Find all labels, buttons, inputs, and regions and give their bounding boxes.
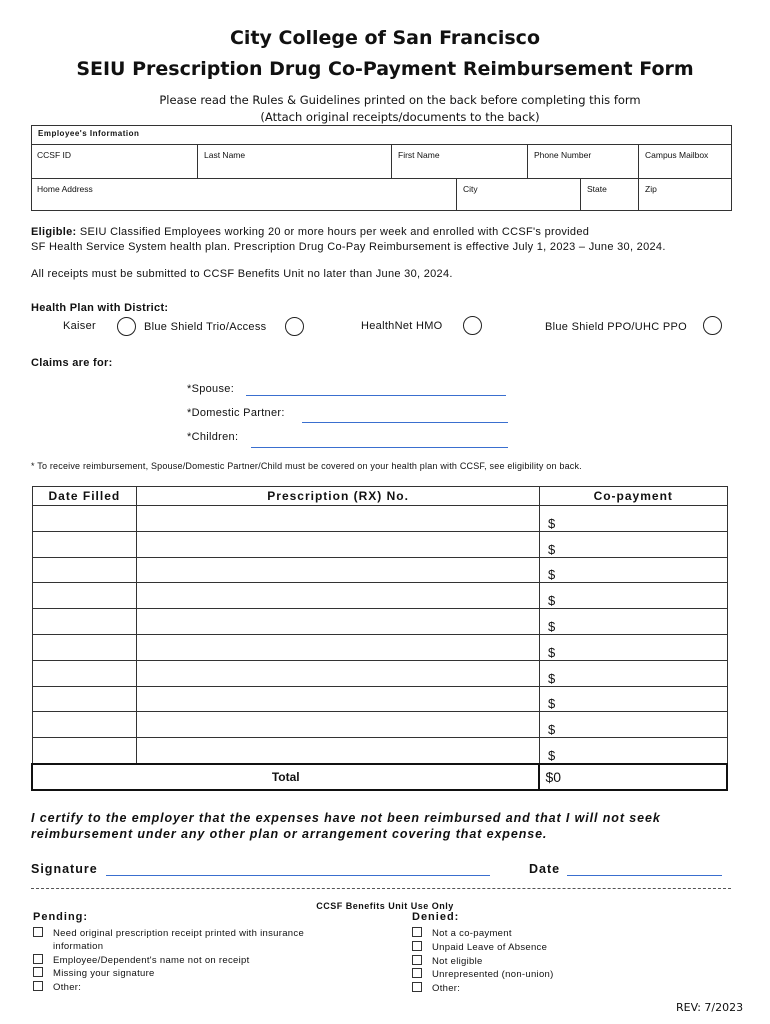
signature-label: Signature [31, 862, 98, 876]
phone-number-field[interactable]: Phone Number [527, 145, 638, 178]
checkbox-icon[interactable] [412, 927, 422, 937]
copayment-cell[interactable]: $ [539, 506, 727, 532]
pending-item-label: Employee/Dependent's name not on receipt [53, 954, 250, 966]
rx-number-cell[interactable] [137, 660, 540, 686]
signature-input[interactable] [106, 875, 490, 876]
blue-shield-ppo-radio[interactable] [703, 316, 722, 335]
pending-list [33, 927, 304, 995]
blue-shield-trio-radio[interactable] [285, 317, 304, 336]
total-row [32, 764, 727, 790]
date-filled-cell[interactable] [32, 583, 137, 609]
copayment-cell[interactable]: $ [539, 583, 727, 609]
pending-item[interactable] [33, 967, 304, 981]
zip-field[interactable]: Zip [638, 179, 732, 211]
table-row [32, 583, 727, 609]
children-label: *Children: [187, 431, 239, 443]
home-address-field[interactable]: Home Address [37, 184, 93, 194]
pending-item-continued: information [53, 940, 104, 952]
claims-for-label: Claims are for: [31, 357, 113, 369]
form-title: SEIU Prescription Drug Co-Payment Reimbursement Form [76, 58, 694, 80]
certification-text: I certify to the employer that the expenses have not been reimbursed and that I will not seek reimbursement under any other plan or arrangement covering that expense. [31, 811, 661, 841]
table-row [32, 738, 727, 764]
table-row [32, 712, 727, 738]
children-input[interactable] [251, 447, 508, 448]
date-input[interactable] [567, 875, 722, 876]
attach-instruction: (Attach original receipts/documents to the back) [260, 110, 540, 124]
claims-table-header [32, 487, 727, 506]
rx-number-cell[interactable] [137, 712, 540, 738]
denied-item-label: Unrepresented (non-union) [432, 969, 554, 981]
eligible-label: Eligible: [31, 226, 77, 238]
rx-number-cell[interactable] [137, 557, 540, 583]
rx-number-cell[interactable] [137, 531, 540, 557]
table-row [32, 506, 727, 532]
denied-item[interactable] [412, 927, 554, 941]
healthnet-label: HealthNet HMO [361, 320, 443, 332]
office-use-heading: CCSF Benefits Unit Use Only [316, 901, 454, 911]
checkbox-icon[interactable] [412, 982, 422, 992]
checkbox-icon[interactable] [412, 955, 422, 965]
rx-number-cell[interactable] [137, 506, 540, 532]
table-row [32, 686, 727, 712]
pending-item[interactable] [33, 981, 304, 995]
denied-item-label: Unpaid Leave of Absence [432, 941, 548, 953]
copayment-cell[interactable]: $ [539, 531, 727, 557]
denied-item-label: Not eligible [432, 955, 483, 967]
copayment-cell[interactable]: $ [539, 660, 727, 686]
denied-item[interactable] [412, 982, 554, 996]
pending-item-label: Need original prescription receipt printed with insurance [53, 928, 305, 939]
copayment-cell[interactable]: $ [539, 634, 727, 660]
kaiser-radio[interactable] [117, 317, 136, 336]
rx-number-cell[interactable] [137, 738, 540, 764]
date-filled-cell[interactable] [32, 531, 137, 557]
blue-shield-ppo-label: Blue Shield PPO/UHC PPO [545, 321, 688, 333]
coverage-note: * To receive reimbursement, Spouse/Domestic Partner/Child must be covered on your health plan with CCSF, see eligibility on back. [31, 461, 582, 471]
table-row [32, 660, 727, 686]
pending-label: Pending: [33, 911, 89, 923]
table-row [32, 609, 727, 635]
denied-list [412, 927, 554, 996]
copayment-cell[interactable]: $ [539, 609, 727, 635]
denied-item[interactable] [412, 941, 554, 955]
checkbox-icon[interactable] [33, 967, 43, 977]
employee-info-row1 [31, 145, 732, 179]
copayment-cell[interactable]: $ [539, 557, 727, 583]
eligible-text1: SEIU Classified Employees working 20 or more hours per week and enrolled with CCSF's provided [79, 226, 590, 238]
domestic-partner-input[interactable] [302, 422, 508, 423]
date-filled-cell[interactable] [32, 609, 137, 635]
date-filled-cell[interactable] [32, 634, 137, 660]
instruction-text: Please read the Rules & Guidelines printed on the back before completing this form [159, 93, 641, 107]
blue-shield-trio-label: Blue Shield Trio/Access [144, 321, 267, 333]
denied-item[interactable] [412, 968, 554, 982]
denied-item-label: Other: [432, 983, 461, 995]
copayment-cell[interactable]: $ [539, 686, 727, 712]
table-row [32, 531, 727, 557]
employee-info-heading: Employee's Information [31, 125, 732, 145]
rx-number-cell[interactable] [137, 686, 540, 712]
ccsf-id-field[interactable]: CCSF ID [37, 150, 71, 160]
revision-label: REV: 7/2023 [676, 1001, 744, 1014]
pending-item[interactable] [33, 927, 304, 941]
divider [31, 888, 731, 889]
rx-number-cell[interactable] [137, 634, 540, 660]
state-field[interactable]: State [580, 179, 638, 211]
date-filled-cell[interactable] [32, 557, 137, 583]
pending-item-label: Missing your signature [53, 968, 155, 980]
date-filled-cell[interactable] [32, 686, 137, 712]
checkbox-icon[interactable] [412, 941, 422, 951]
denied-item-label: Not a co-payment [432, 928, 512, 939]
pending-item[interactable] [33, 954, 304, 968]
kaiser-label: Kaiser [63, 320, 96, 332]
copayment-header: Co-payment [539, 487, 727, 506]
checkbox-icon[interactable] [33, 981, 43, 991]
eligible-line1 [31, 226, 589, 238]
pending-item-label: Other: [53, 982, 82, 994]
rx-number-cell[interactable] [137, 583, 540, 609]
total-value[interactable]: $0 [539, 764, 727, 790]
copayment-cell[interactable]: $ [539, 738, 727, 764]
campus-mailbox-field[interactable]: Campus Mailbox [638, 145, 732, 178]
city-field[interactable]: City [456, 179, 580, 211]
claims-table [31, 486, 728, 791]
date-label: Date [529, 862, 561, 876]
rx-number-cell[interactable] [137, 609, 540, 635]
domestic-partner-label: *Domestic Partner: [187, 407, 285, 419]
health-plan-label: Health Plan with District: [31, 302, 169, 314]
table-row [32, 634, 727, 660]
employee-info-row2 [31, 179, 732, 211]
table-row [32, 557, 727, 583]
healthnet-radio[interactable] [463, 316, 482, 335]
total-label: Total [32, 764, 539, 790]
denied-label: Denied: [412, 911, 460, 923]
checkbox-icon[interactable] [412, 968, 422, 978]
last-name-field[interactable]: Last Name [197, 145, 391, 178]
date-filled-cell[interactable] [32, 506, 137, 532]
copayment-cell[interactable]: $ [539, 712, 727, 738]
eligible-text2: SF Health Service System health plan. Prescription Drug Co-Pay Reimbursement is effective July 1, 2023 – June 30, 2024. [31, 241, 666, 253]
denied-item[interactable] [412, 955, 554, 969]
date-filled-cell[interactable] [32, 712, 137, 738]
first-name-field[interactable]: First Name [391, 145, 527, 178]
spouse-input[interactable] [246, 395, 506, 396]
form-title-college: City College of San Francisco [229, 27, 540, 49]
rx-number-header: Prescription (RX) No. [137, 487, 540, 506]
checkbox-icon[interactable] [33, 954, 43, 964]
date-filled-header: Date Filled [32, 487, 137, 506]
date-filled-cell[interactable] [32, 738, 137, 764]
spouse-label: *Spouse: [187, 383, 235, 395]
date-filled-cell[interactable] [32, 660, 137, 686]
deadline-text: All receipts must be submitted to CCSF Benefits Unit no later than June 30, 2024. [31, 268, 453, 280]
checkbox-icon[interactable] [33, 927, 43, 937]
